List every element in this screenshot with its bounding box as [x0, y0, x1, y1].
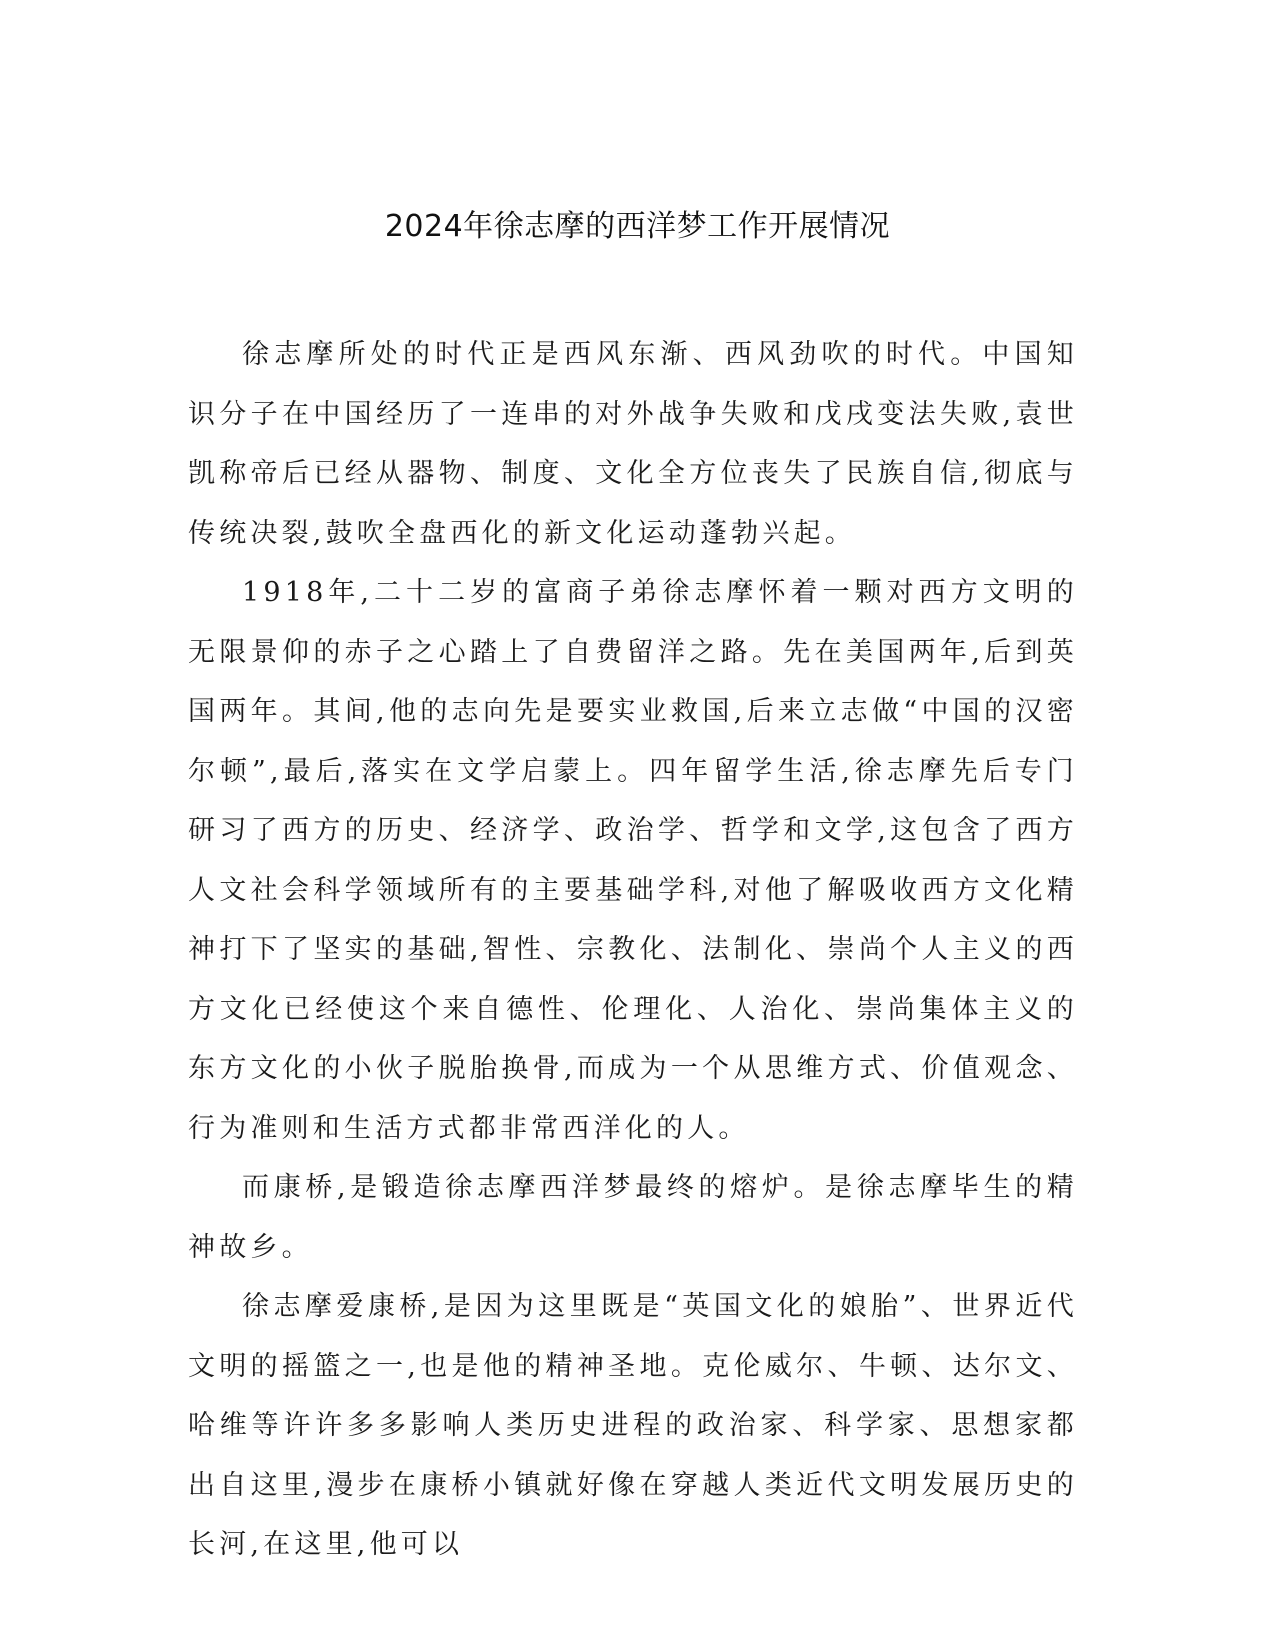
paragraph-1: 徐志摩所处的时代正是西风东渐、西风劲吹的时代。中国知识分子在中国经历了一连串的对外战争失败和戊戌变法失败,袁世凯称帝后已经从器物、制度、文化全方位丧失了民族自信,彻底与传统决裂,鼓吹全盘西化的新文化运动蓬勃兴起。	[188, 339, 1078, 549]
document-title: 2024年徐志摩的西洋梦工作开展情况	[384, 209, 891, 244]
document-body	[188, 325, 1078, 1575]
paragraph-4: 徐志摩爱康桥,是因为这里既是“英国文化的娘胎”、世界近代文明的摇篮之一,也是他的精神圣地。克伦威尔、牛顿、达尔文、哈维等许许多多影响人类历史进程的政治家、科学家、思想家都出自这里,漫步在康桥小镇就好像在穿越人类近代文明发展历史的长河,在这里,他可以	[188, 1291, 1078, 1560]
paragraph-3: 而康桥,是锻造徐志摩西洋梦最终的熔炉。是徐志摩毕生的精神故乡。	[188, 1172, 1078, 1263]
paragraph-2: 1918年,二十二岁的富商子弟徐志摩怀着一颗对西方文明的无限景仰的赤子之心踏上了自费留洋之路。先在美国两年,后到英国两年。其间,他的志向先是要实业救国,后来立志做“中国的汉密尔顿”,最后,落实在文学启蒙上。四年留学生活,徐志摩先后专门研习了西方的历史、经济学、政治学、哲学和文学,这包含了西方人文社会科学领域所有的主要基础学科,对他了解吸收西方文化精神打下了坚实的基础,智性、宗教化、法制化、崇尚个人主义的西方文化已经使这个来自德性、伦理化、人治化、崇尚集体主义的东方文化的小伙子脱胎换骨,而成为一个从思维方式、价值观念、行为准则和生活方式都非常西洋化的人。	[188, 577, 1078, 1144]
